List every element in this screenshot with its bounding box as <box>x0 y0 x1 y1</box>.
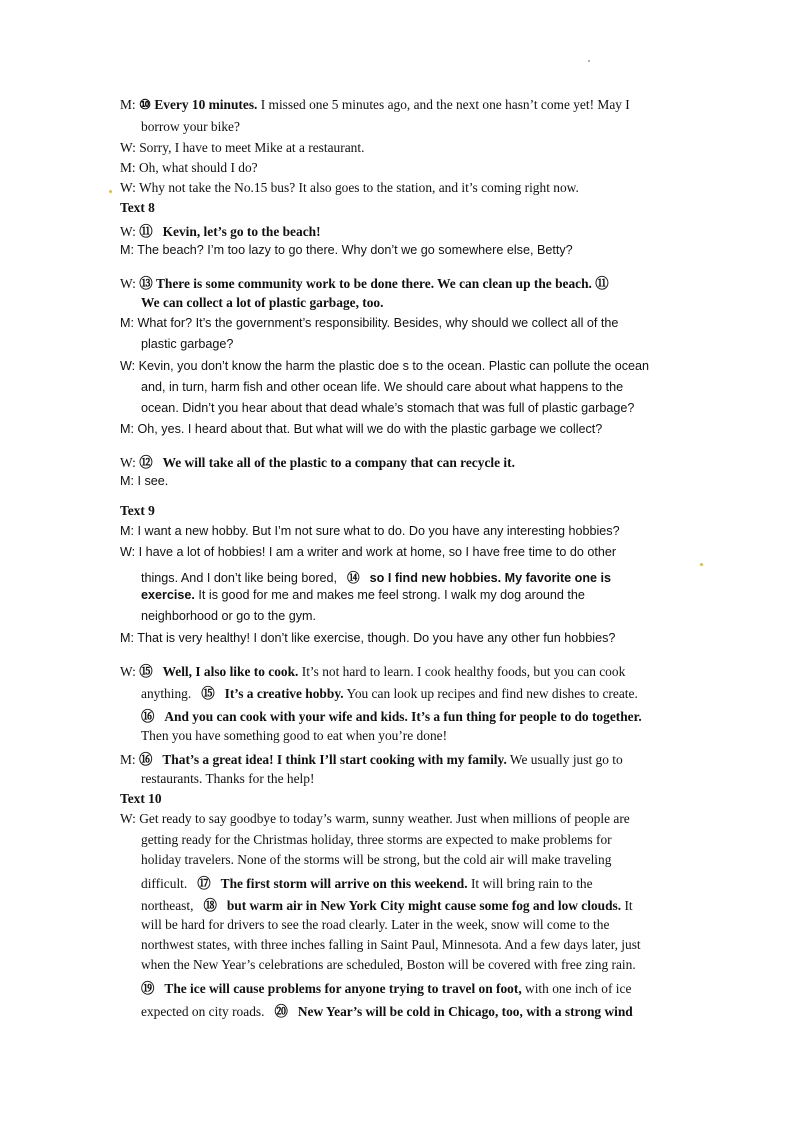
answer-highlight: exercise. <box>141 588 195 602</box>
scan-speck <box>588 60 590 62</box>
answer-highlight: New Year’s will be cold in Chicago, too, with a strong wind <box>297 1004 633 1019</box>
dialogue-line: M: The beach? I’m too lazy to go there. Why don’t we go somewhere else, Betty? <box>120 243 573 257</box>
question-number: ⑮ <box>201 686 215 701</box>
dialogue-line: W: ⑫ We will take all of the plastic to a company that can recycle it. <box>120 452 515 471</box>
answer-highlight: We can collect a lot of plastic garbage, too. <box>141 295 384 310</box>
dialogue-line: ocean. Didn’t you hear about that dead whale’s stomach that was full of plastic garbage? <box>141 401 635 415</box>
dialogue-line: exercise. It is good for me and makes me feel strong. I walk my dog around the <box>141 588 585 602</box>
answer-highlight: Kevin, let’s go to the beach! <box>162 224 321 239</box>
dialogue-line: M: Oh, what should I do? <box>120 160 258 175</box>
dialogue-line: Then you have something good to eat when you’re done! <box>141 728 448 743</box>
question-number: ⑩ <box>138 97 151 112</box>
dialogue-line: northwest states, with three inches falling in Saint Paul, Minnesota. And a few days later, just <box>141 937 641 952</box>
dialogue-line: neighborhood or go to the gym. <box>141 609 317 623</box>
dialogue-line: northeast, ⑱ but warm air in New York City might cause some fog and low clouds. It <box>141 895 633 914</box>
dialogue-line: ⑲ The ice will cause problems for anyone trying to travel on foot, with one inch of ice <box>141 978 631 997</box>
answer-highlight: The ice will cause problems for anyone trying to travel on foot, <box>164 981 522 996</box>
answer-highlight: We will take all of the plastic to a company that can recycle it. <box>162 455 515 470</box>
answer-highlight: There is some community work to be done there. We can clean up the beach. <box>155 276 592 291</box>
section-heading: Text 9 <box>120 503 155 518</box>
answer-highlight: And you can cook with your wife and kids. It’s a fun thing for people to do together. <box>164 709 642 724</box>
answer-highlight: so I find new hobbies. My favorite one is <box>369 571 612 585</box>
dialogue-line: W: Why not take the No.15 bus? It also goes to the station, and it’s coming right now. <box>120 180 579 195</box>
dialogue-line: expected on city roads. ⑳ New Year’s will be cold in Chicago, too, with a strong wind <box>141 1001 633 1020</box>
dialogue-line: W: ⑮ Well, I also like to cook. It’s not hard to learn. I cook healthy foods, but you can cook <box>120 661 625 680</box>
dialogue-line: M: ⑩ Every 10 minutes. I missed one 5 minutes ago, and the next one hasn’t come yet! May I <box>120 97 630 112</box>
question-number: ⑭ <box>347 571 360 585</box>
answer-highlight: It’s a creative hobby. <box>224 686 344 701</box>
answer-highlight: Every 10 minutes. <box>154 97 258 112</box>
answer-highlight: That’s a great idea! I think I’ll start cooking with my family. <box>162 752 507 767</box>
dialogue-line: holiday travelers. None of the storms will be strong, but the cold air will make traveling <box>141 852 612 867</box>
question-number: ⑪ <box>139 224 153 239</box>
scan-speck <box>700 563 703 566</box>
dialogue-line: M: Oh, yes. I heard about that. But what will we do with the plastic garbage we collect? <box>120 422 603 436</box>
dialogue-line: getting ready for the Christmas holiday, three storms are expected to make problems for <box>141 832 612 847</box>
dialogue-line: W: ⑪ Kevin, let’s go to the beach! <box>120 221 321 240</box>
section-heading: Text 10 <box>120 791 162 806</box>
question-number: ⑮ <box>139 664 153 679</box>
dialogue-line: M: That is very healthy! I don’t like exercise, though. Do you have any other fun hobbies? <box>120 631 616 645</box>
question-number: ⑳ <box>274 1004 288 1019</box>
question-number: ⑲ <box>141 981 155 996</box>
dialogue-line: W: I have a lot of hobbies! I am a writer and work at home, so I have free time to do other <box>120 545 617 559</box>
answer-highlight: The first storm will arrive on this weekend. <box>220 876 468 891</box>
question-number: ⑬ <box>139 276 153 291</box>
dialogue-line: will be hard for drivers to see the road clearly. Later in the week, snow will come to the <box>141 917 610 932</box>
dialogue-line <box>141 706 642 725</box>
question-number: ⑱ <box>203 898 217 913</box>
dialogue-line: difficult. ⑰ The first storm will arrive on this weekend. It will bring rain to the <box>141 873 593 892</box>
question-number: ⑫ <box>139 455 153 470</box>
dialogue-line: plastic garbage? <box>141 337 234 351</box>
scan-speck <box>109 190 112 193</box>
question-number: ⑰ <box>197 876 211 891</box>
question-number: ⑪ <box>595 276 609 291</box>
dialogue-line: things. And I don’t like being bored, ⑭ so I find new hobbies. My favorite one is <box>141 567 611 586</box>
dialogue-line: restaurants. Thanks for the help! <box>141 771 315 786</box>
dialogue-line: and, in turn, harm fish and other ocean life. We should care about what happens to the <box>141 380 624 394</box>
dialogue-line: W: ⑬ There is some community work to be done there. We can clean up the beach. ⑪ <box>120 273 609 292</box>
question-number: ⑯ <box>138 752 153 767</box>
dialogue-line: M: ⑯ That’s a great idea! I think I’ll start cooking with my family. We usually just go to <box>120 749 623 768</box>
dialogue-line: M: What for? It’s the government’s responsibility. Besides, why should we collect all of the <box>120 316 619 330</box>
dialogue-line: when the New Year’s celebrations are scheduled, Boston will be covered with free zing rain. <box>141 957 636 972</box>
dialogue-line: M: I want a new hobby. But I’m not sure what to do. Do you have any interesting hobbies? <box>120 524 620 538</box>
dialogue-line: W: Get ready to say goodbye to today’s warm, sunny weather. Just when millions of people are <box>120 811 630 826</box>
dialogue-line: borrow your bike? <box>141 119 240 134</box>
dialogue-line: W: Kevin, you don’t know the harm the plastic doe s to the ocean. Plastic can pollute the ocean <box>120 359 650 373</box>
answer-highlight: but warm air in New York City might cause some fog and low clouds. <box>226 898 622 913</box>
dialogue-line: anything. ⑮ It’s a creative hobby. You can look up recipes and find new dishes to create. <box>141 683 638 702</box>
section-heading: Text 8 <box>120 200 155 215</box>
dialogue-line: M: I see. <box>120 474 169 488</box>
dialogue-line: W: Sorry, I have to meet Mike at a restaurant. <box>120 140 365 155</box>
question-number: ⑯ <box>141 709 155 724</box>
answer-highlight: Well, I also like to cook. <box>162 664 299 679</box>
